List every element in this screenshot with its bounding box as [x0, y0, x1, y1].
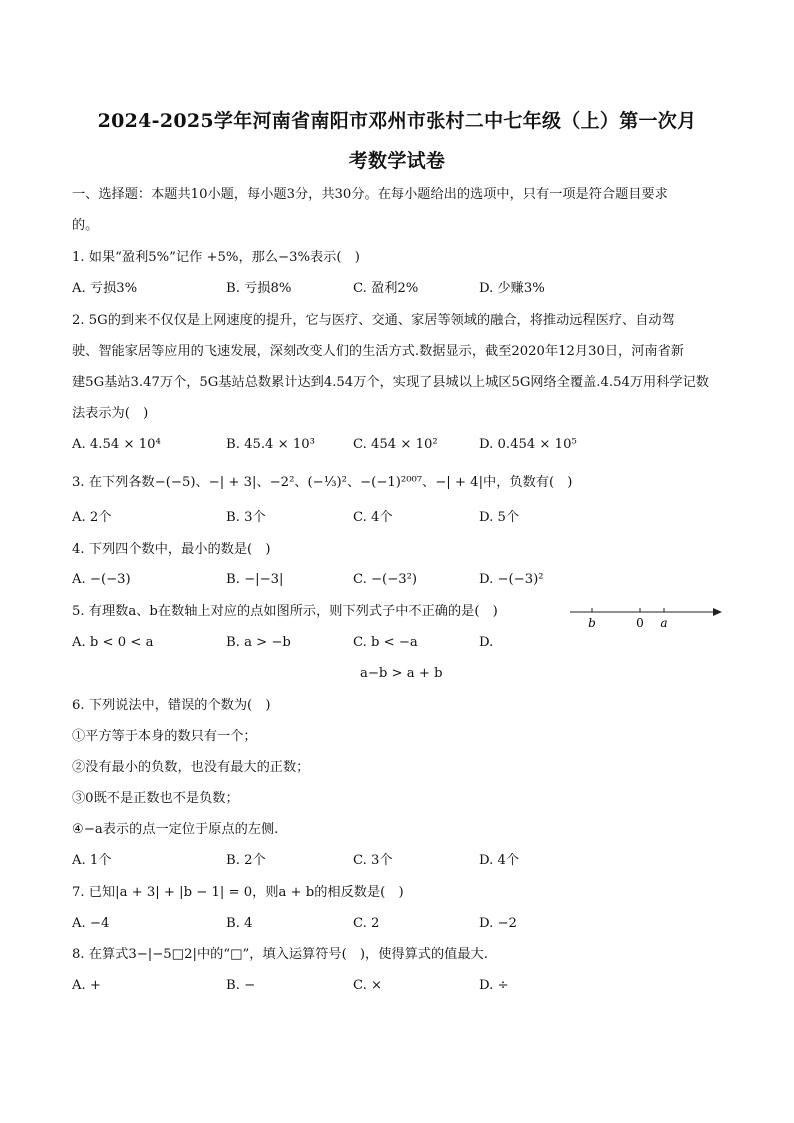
number-line-arrow-icon	[713, 608, 722, 616]
question-1-option-b: B. 亏损8%	[226, 281, 292, 296]
question-6-stem: 6. 下列说法中，错误的个数为( )	[72, 698, 271, 713]
question-5-option-a: A. b < 0 < a	[72, 635, 154, 650]
question-2-stem: 建5G基站3.47万个，5G基站总数累计达到4.54万个，实现了县城以上城区5G网络全覆盖.4.54万用科学记数	[72, 375, 709, 390]
question-7-option-c: C. 2	[353, 916, 380, 931]
question-2-option-b: B. 45.4 × 10³	[226, 437, 315, 452]
question-8-stem: 8. 在算式3−|−5□2|中的“□”，填入运算符号( )，使得算式的值最大.	[72, 947, 488, 962]
question-6-statement-2: ②没有最小的负数，也没有最大的正数；	[72, 760, 310, 775]
question-2-stem: 驶、智能家居等应用的飞速发展，深刻改变人们的生活方式.数据显示，截至2020年12月30日，河南省新	[72, 344, 684, 359]
question-3-option-c: C. 4个	[353, 510, 393, 525]
question-6-statement-1: ①平方等于本身的数只有一个；	[72, 729, 257, 744]
question-5-option-d: D.	[479, 635, 494, 650]
question-5-stem: 5. 有理数a、b在数轴上对应的点如图所示，则下列式子中不正确的是( )	[72, 604, 498, 619]
question-1-option-c: C. 盈利2%	[353, 281, 419, 296]
number-line-label-a: a	[660, 616, 668, 630]
question-6-option-c: C. 3个	[353, 853, 393, 868]
number-line-label-zero: 0	[636, 616, 644, 630]
question-8-option-c: C. ×	[353, 978, 383, 993]
question-7-option-d: D. −2	[479, 916, 517, 931]
number-line-figure	[566, 600, 726, 634]
exam-title-line1: 2024-2025学年河南省南阳市邓州市张村二中七年级（上）第一次月	[97, 110, 697, 132]
question-7-stem: 7. 已知|a + 3| + |b − 1| = 0，则a + b的相反数是( )	[72, 885, 404, 900]
section-heading: 一、选择题：本题共10小题，每小题3分，共30分。在每小题给出的选项中，只有一项是符合题目要求	[72, 187, 668, 202]
question-6-option-d: D. 4个	[479, 853, 520, 868]
question-2-option-c: C. 454 × 10²	[353, 437, 438, 452]
question-5-option-b: B. a > −b	[226, 635, 291, 650]
exam-title-line2: 考数学试卷	[348, 150, 446, 172]
question-2-option-d: D. 0.454 × 10⁵	[479, 437, 577, 452]
question-4-option-c: C. −(−3²)	[353, 572, 418, 587]
question-1-option-d: D. 少赚3%	[479, 281, 545, 296]
question-5-option-c: C. b < −a	[353, 635, 418, 650]
question-1-stem: 1. 如果“盈利5%”记作 +5%，那么−3%表示( )	[72, 250, 360, 265]
question-6-option-a: A. 1个	[72, 853, 112, 868]
question-6-statement-4: ④−a表示的点一定位于原点的左侧.	[72, 822, 279, 837]
question-4-option-d: D. −(−3)²	[479, 572, 544, 587]
question-2-stem: 法表示为( )	[72, 406, 149, 421]
question-4-option-b: B. −|−3|	[226, 572, 284, 587]
number-line-label-b: b	[588, 616, 596, 630]
number-line-svg	[566, 600, 726, 634]
question-3-option-b: B. 3个	[226, 510, 266, 525]
question-7-option-b: B. 4	[226, 916, 253, 931]
question-4-stem: 4. 下列四个数中，最小的数是( )	[72, 542, 271, 557]
question-3-option-d: D. 5个	[479, 510, 520, 525]
question-3-stem: 3. 在下列各数−(−5)、−| + 3|、−2²、(−⅓)²、−(−1)²⁰⁰⁷、−| + 4|中，负数有( )	[72, 475, 573, 490]
question-2-stem: 2. 5G的到来不仅仅是上网速度的提升，它与医疗、交通、家居等领域的融合，将推动远程医疗、自动驾	[72, 313, 675, 328]
question-3-option-a: A. 2个	[72, 510, 112, 525]
question-4-option-a: A. −(−3)	[72, 572, 131, 587]
question-8-option-a: A. +	[72, 978, 101, 993]
question-2-option-a: A. 4.54 × 10⁴	[72, 437, 161, 452]
section-heading-cont: 的。	[72, 218, 99, 233]
question-6-statement-3: ③0既不是正数也不是负数；	[72, 791, 239, 806]
question-1-option-a: A. 亏损3%	[72, 281, 138, 296]
question-6-option-b: B. 2个	[226, 853, 266, 868]
question-5-option-d-expression: a−b > a + b	[360, 666, 443, 681]
question-8-option-b: B. −	[226, 978, 256, 993]
question-8-option-d: D. ÷	[479, 978, 509, 993]
question-7-option-a: A. −4	[72, 916, 110, 931]
